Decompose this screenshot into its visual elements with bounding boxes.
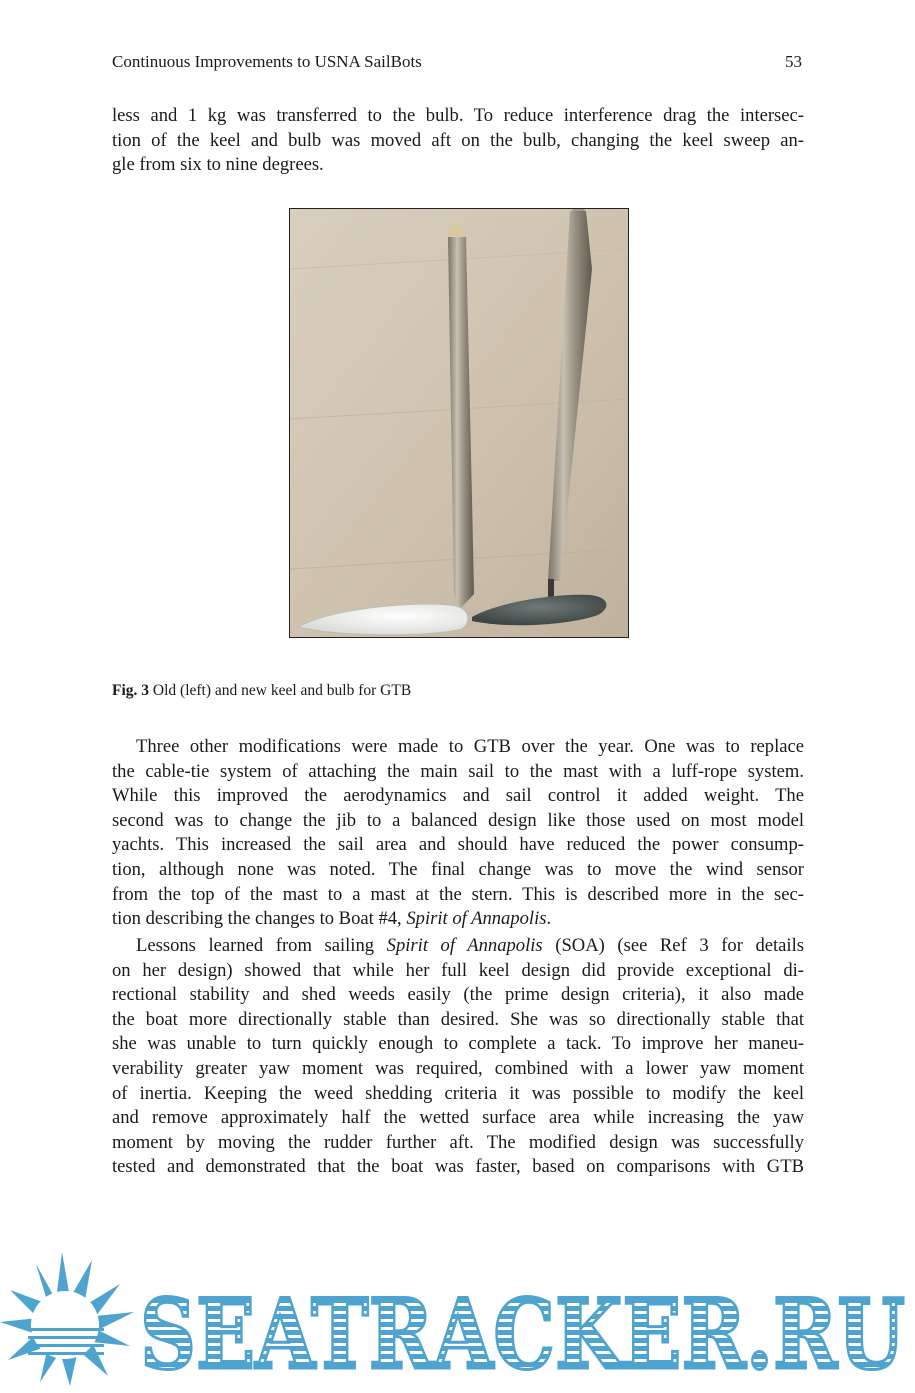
figure-label: Fig. 3 (112, 682, 150, 699)
text-line: rectional stability and shed weeds easily (the prime design criteria), it also made (112, 984, 804, 1006)
text-run: Lessons learned from sailing (136, 935, 387, 956)
text-line: from the top of the mast to a mast at the stern. This is described more in the sec- (112, 883, 804, 905)
text-line: tion of the keel and bulb was moved aft on the bulb, changing the keel sweep an- (112, 129, 804, 151)
watermark-logo (0, 1250, 915, 1388)
text-line (112, 934, 804, 959)
figure-caption-text: Old (left) and new keel and bulb for GTB (149, 682, 412, 699)
keel-bulb-photo (290, 209, 629, 638)
text-line: moment by moving the rudder further aft. The modified design was successfully (112, 1131, 804, 1153)
boat-name-italic: Spirit of Annapolis (386, 935, 543, 956)
text-run: (SOA) (see Ref 3 for details (542, 935, 804, 956)
text-line: on her design) showed that while her full keel design did provide exceptional di- (112, 959, 804, 981)
text-run: . (546, 908, 552, 930)
text-line: and remove approximately half the wetted surface area while increasing the yaw (112, 1107, 804, 1129)
text-line: verability greater yaw moment was required, combined with a lower yaw moment (112, 1057, 804, 1079)
watermark-text: SEATRACKER.RU (140, 1278, 905, 1388)
text-line: of inertia. Keeping the weed shedding criteria it was possible to modify the keel (112, 1082, 804, 1104)
text-line: tion, although none was noted. The final change was to move the wind sensor (112, 858, 804, 880)
text-line: the boat more directionally stable than desired. She was so directionally stable that (112, 1008, 804, 1030)
text-line (112, 907, 804, 932)
text-line: she was unable to turn quickly enough to complete a tack. To improve her maneu- (112, 1033, 804, 1055)
paragraph-2 (112, 735, 804, 932)
paragraph-3 (112, 934, 804, 1180)
text-line: less and 1 kg was transferred to the bulb. To reduce interference drag the intersec- (112, 105, 804, 126)
sun-icon (0, 1252, 134, 1386)
text-line: While this improved the aerodynamics and sail control it added weight. The (112, 785, 804, 807)
figure-keel-photo (289, 208, 629, 638)
figure-caption (112, 682, 411, 700)
running-title: Continuous Improvements to USNA SailBots (112, 52, 422, 71)
boat-name-italic: Spirit of Annapolis (406, 908, 547, 930)
text-line: gle from six to nine degrees. (112, 154, 324, 176)
running-header (112, 52, 802, 72)
text-line: tested and demonstrated that the boat was faster, based on comparisons with GTB (112, 1156, 804, 1178)
text-line: yachts. This increased the sail area and should have reduced the power consump- (112, 834, 804, 856)
text-line: Three other modifications were made to GTB over the year. One was to replace (136, 736, 804, 757)
text-line: second was to change the jib to a balanced design like those used on most model (112, 809, 804, 831)
paragraph-1 (112, 104, 804, 178)
watermark-svg (0, 1250, 915, 1388)
text-line: the cable-tie system of attaching the main sail to the mast with a luff-rope system. (112, 760, 804, 782)
text-run: tion describing the changes to Boat #4, (112, 908, 407, 930)
page-number: 53 (785, 52, 802, 71)
